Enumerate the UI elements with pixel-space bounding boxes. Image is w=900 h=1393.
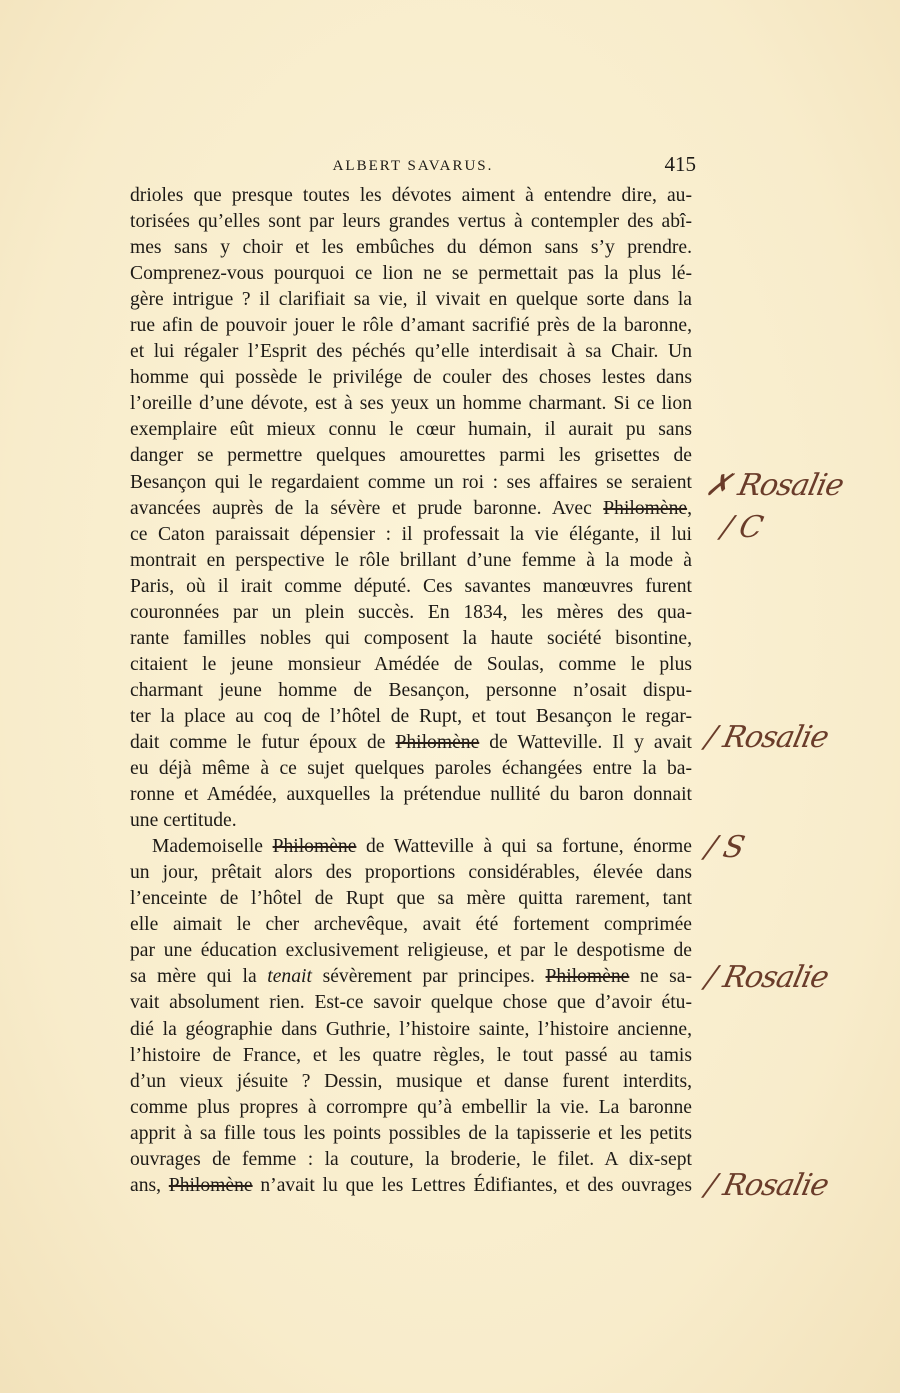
text-line bbox=[130, 443, 692, 469]
text-segment: danger se permettre quelques amourettes parmi les grisettes de bbox=[130, 445, 692, 467]
margin-note-rosalie-4: / Rosalie bbox=[702, 1168, 832, 1203]
text-segment: ne sa- bbox=[629, 966, 692, 988]
text-segment: apprit à sa fille tous les points possibles de la tapisserie et les petits bbox=[130, 1122, 692, 1144]
text-segment: ter la place au coq de l’hôtel de Rupt, et tout Besançon le regar- bbox=[130, 705, 692, 727]
margin-note-rosalie-2: / Rosalie bbox=[702, 720, 832, 755]
text-segment: de Watteville. Il y avait bbox=[479, 731, 692, 753]
text-segment: citaient le jeune monsieur Amédée de Soulas, comme le plus bbox=[130, 653, 692, 675]
text-segment: drioles que presque toutes les dévotes aiment à entendre dire, au- bbox=[130, 185, 692, 206]
text-segment: avancées auprès de la sévère et prude baronne. Avec bbox=[130, 497, 604, 519]
text-line bbox=[130, 496, 692, 522]
text-line bbox=[130, 1147, 692, 1173]
text-segment: Paris, où il irait comme député. Ces savantes manœuvres furent bbox=[130, 575, 692, 597]
text-line bbox=[130, 626, 692, 652]
text-segment: homme qui possède le privilége de couler des choses lestes dans bbox=[130, 367, 692, 389]
text-segment: de Watteville à qui sa fortune, énorme bbox=[356, 836, 692, 858]
margin-note-s: / S bbox=[702, 830, 747, 865]
struck-name: Philomène bbox=[545, 966, 630, 988]
text-segment: par une éducation exclusivement religieuse, et par le despotisme de bbox=[130, 940, 692, 962]
text-segment: l’enceinte de l’hôtel de Rupt que sa mère quitta rarement, tant bbox=[130, 888, 692, 910]
margin-note-c: / C bbox=[718, 510, 766, 545]
running-head bbox=[130, 152, 696, 182]
text-segment: Besançon qui le regardaient comme un roi : ses affaires se seraient bbox=[130, 471, 692, 493]
text-segment: une certitude. bbox=[130, 810, 237, 832]
text-line bbox=[130, 313, 692, 339]
text-line bbox=[130, 574, 692, 600]
text-line bbox=[130, 704, 692, 730]
text-line bbox=[130, 1095, 692, 1121]
text-segment: gère intrigue ? il clarifiait sa vie, il vivait en quelque sorte dans la bbox=[130, 289, 692, 311]
text-line bbox=[130, 912, 692, 938]
text-segment: exemplaire eût mieux connu le cœur humain, il aurait pu sans bbox=[130, 419, 692, 441]
text-segment: l’histoire de France, et les quatre règles, le tout passé au tamis bbox=[130, 1044, 692, 1066]
margin-note-rosalie-3: / Rosalie bbox=[702, 960, 832, 995]
text-line bbox=[130, 365, 692, 391]
text-segment: couronnées par un plein succès. En 1834, les mères des qua- bbox=[130, 601, 692, 623]
italic-word: tenait bbox=[267, 966, 312, 988]
text-segment: charmant jeune homme de Besançon, personne n’osait dispu- bbox=[130, 679, 692, 701]
struck-name: Philomène bbox=[603, 497, 688, 519]
body-text bbox=[130, 183, 692, 1199]
struck-name: Philomène bbox=[272, 836, 357, 858]
text-line bbox=[130, 1069, 692, 1095]
text-segment: un jour, prêtait alors des proportions considérables, élevée dans bbox=[130, 862, 692, 884]
text-line bbox=[130, 522, 692, 548]
text-segment: eu déjà même à ce sujet quelques paroles échangées entre la ba- bbox=[130, 758, 692, 780]
text-segment: mes sans y choir et les embûches du démon sans s’y prendre. bbox=[130, 237, 692, 259]
text-line bbox=[130, 756, 692, 782]
text-segment: dait comme le futur époux de bbox=[130, 731, 396, 753]
text-line bbox=[130, 287, 692, 313]
text-line bbox=[130, 391, 692, 417]
text-segment: et lui régaler l’Esprit des péchés qu’elle interdisait à sa Chair. Un bbox=[130, 341, 692, 363]
text-line bbox=[130, 886, 692, 912]
text-segment: sa mère qui la bbox=[130, 966, 268, 988]
text-segment: d’un vieux jésuite ? Dessin, musique et danse furent interdits, bbox=[130, 1070, 692, 1092]
text-line bbox=[130, 652, 692, 678]
text-segment: ouvrages de femme : la couture, la broderie, le filet. A dix-sept bbox=[130, 1148, 692, 1170]
running-title: ALBERT SAVARUS. bbox=[332, 158, 494, 174]
text-segment: ans, bbox=[130, 1174, 169, 1196]
text-line bbox=[130, 600, 692, 626]
text-segment: montrait en perspective le rôle brillant d’une femme à la mode à bbox=[130, 549, 692, 571]
text-segment: rante familles nobles qui composent la haute société bisontine, bbox=[130, 627, 692, 649]
text-line bbox=[130, 808, 692, 834]
text-line bbox=[130, 834, 692, 860]
text-line bbox=[130, 730, 692, 756]
text-line bbox=[130, 470, 692, 496]
text-segment: l’oreille d’une dévote, est à ses yeux un homme charmant. Si ce lion bbox=[130, 393, 692, 415]
text-line bbox=[130, 235, 692, 261]
text-segment: ce Caton paraissait dépensier : il professait la vie élégante, il lui bbox=[130, 523, 692, 545]
text-line bbox=[130, 1173, 692, 1199]
text-line bbox=[130, 964, 692, 990]
page-number: 415 bbox=[664, 152, 696, 176]
text-segment: sévèrement par principes. bbox=[311, 966, 546, 988]
struck-name: Philomène bbox=[395, 731, 480, 753]
text-segment: dié la géographie dans Guthrie, l’histoire sainte, l’histoire ancienne, bbox=[130, 1018, 692, 1040]
text-line bbox=[130, 1121, 692, 1147]
text-line bbox=[130, 938, 692, 964]
text-line bbox=[130, 339, 692, 365]
margin-note-rosalie-1: ✗ Rosalie bbox=[702, 468, 847, 503]
text-line bbox=[130, 548, 692, 574]
text-segment: Mademoiselle bbox=[152, 836, 273, 858]
text-line bbox=[130, 1017, 692, 1043]
text-segment: rue afin de pouvoir jouer le rôle d’amant sacrifié près de la baronne, bbox=[130, 315, 692, 337]
text-segment: n’avait lu que les Lettres Édifiantes, et des ouvrages bbox=[252, 1174, 692, 1196]
text-segment: torisées qu’elles sont par leurs grandes vertus à contempler des abî- bbox=[130, 211, 692, 233]
text-segment: comme plus propres à corrompre qu’à embellir la vie. La baronne bbox=[130, 1096, 692, 1118]
text-line bbox=[130, 183, 692, 209]
text-segment: Comprenez-vous pourquoi ce lion ne se permettait pas la plus lé- bbox=[130, 263, 692, 285]
text-line bbox=[130, 860, 692, 886]
struck-name: Philomène bbox=[168, 1174, 253, 1196]
text-segment: ronne et Amédée, auxquelles la prétendue nullité du baron donnait bbox=[130, 784, 692, 806]
text-segment: vait absolument rien. Est-ce savoir quelque chose que d’avoir étu- bbox=[130, 992, 692, 1014]
text-line bbox=[130, 261, 692, 287]
text-line bbox=[130, 1043, 692, 1069]
text-line bbox=[130, 417, 692, 443]
text-line bbox=[130, 990, 692, 1016]
text-segment: elle aimait le cher archevêque, avait été fortement comprimée bbox=[130, 914, 692, 936]
text-line bbox=[130, 782, 692, 808]
text-segment: , bbox=[687, 497, 692, 519]
text-line bbox=[130, 678, 692, 704]
text-line bbox=[130, 209, 692, 235]
